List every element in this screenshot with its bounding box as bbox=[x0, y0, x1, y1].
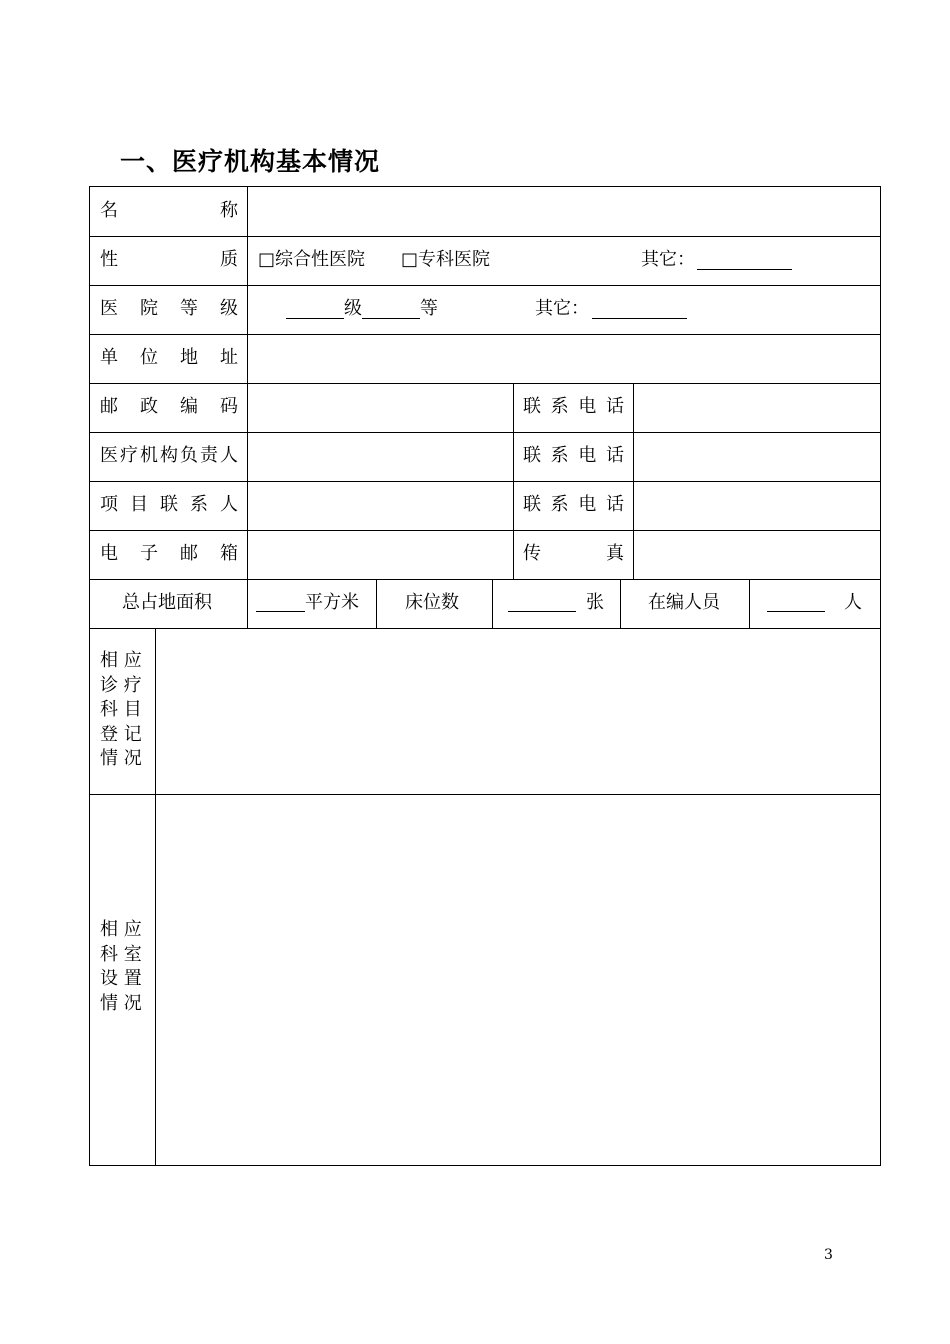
page-title: 一、医疗机构基本情况 bbox=[120, 147, 381, 176]
head-label: 医 疗 机 构 负 责 人 bbox=[100, 445, 238, 466]
page-number: 3 bbox=[824, 1247, 833, 1263]
phone-field[interactable] bbox=[634, 432, 880, 481]
email-field[interactable] bbox=[248, 530, 513, 579]
basic-info-form bbox=[89, 186, 881, 1166]
postcode-field[interactable] bbox=[248, 383, 513, 432]
contact-label: 项 目 联 系 人 bbox=[100, 494, 238, 515]
beds-label: 床位数 bbox=[405, 592, 459, 613]
name-field[interactable] bbox=[248, 187, 880, 236]
area-blank[interactable] bbox=[256, 611, 305, 612]
fax-label: 传 真 bbox=[523, 543, 624, 564]
general-hospital-checkbox[interactable]: □综合性医院 bbox=[258, 249, 366, 270]
phone-label: 联 系 电 话 bbox=[523, 445, 624, 466]
dept-registration-field[interactable] bbox=[156, 629, 880, 794]
specialty-hospital-checkbox[interactable]: □专科医院 bbox=[401, 249, 491, 270]
col-divider bbox=[376, 579, 377, 629]
email-label: 电 子 邮 箱 bbox=[100, 543, 238, 564]
nature-other-label: 其它： bbox=[641, 249, 695, 270]
row-divider bbox=[90, 285, 880, 286]
staff-blank[interactable] bbox=[767, 611, 825, 612]
grade-level-unit: 级 bbox=[344, 298, 362, 319]
grade-label: 医 院 等 级 bbox=[100, 298, 238, 319]
grade-level-blank[interactable] bbox=[286, 318, 344, 319]
grade-class-blank[interactable] bbox=[362, 318, 420, 319]
col-divider bbox=[749, 579, 750, 629]
phone-field[interactable] bbox=[634, 481, 880, 530]
area-unit: 平方米 bbox=[305, 592, 359, 613]
contact-field[interactable] bbox=[248, 481, 513, 530]
grade-class-unit: 等 bbox=[420, 298, 438, 319]
dept-setup-field[interactable] bbox=[156, 795, 880, 1165]
head-field[interactable] bbox=[248, 432, 513, 481]
grade-other-blank[interactable] bbox=[592, 318, 687, 319]
grade-other-label: 其它： bbox=[535, 298, 589, 319]
col-divider bbox=[513, 383, 514, 580]
nature-label: 性 质 bbox=[100, 249, 238, 270]
phone-label: 联 系 电 话 bbox=[523, 494, 624, 515]
name-label: 名 称 bbox=[100, 200, 238, 221]
phone-label: 联 系 电 话 bbox=[523, 396, 624, 417]
dept-setup-label: 相 应 科 室 设 置 情 况 bbox=[100, 919, 142, 1014]
col-divider bbox=[492, 579, 493, 629]
staff-unit: 人 bbox=[844, 592, 862, 613]
phone-field[interactable] bbox=[634, 383, 880, 432]
address-field[interactable] bbox=[248, 334, 880, 383]
dept-registration-label: 相 应 诊 疗 科 目 登 记 情 况 bbox=[100, 650, 142, 769]
row-divider bbox=[90, 579, 880, 580]
col-divider bbox=[620, 579, 621, 629]
address-label: 单 位 地 址 bbox=[100, 347, 238, 368]
area-label: 总占地面积 bbox=[122, 592, 212, 613]
beds-unit: 张 bbox=[586, 592, 604, 613]
nature-other-blank[interactable] bbox=[697, 269, 792, 270]
fax-field[interactable] bbox=[634, 530, 880, 579]
beds-blank[interactable] bbox=[508, 611, 576, 612]
postcode-label: 邮 政 编 码 bbox=[100, 396, 238, 417]
staff-label: 在编人员 bbox=[648, 592, 720, 613]
row-divider bbox=[90, 236, 880, 237]
